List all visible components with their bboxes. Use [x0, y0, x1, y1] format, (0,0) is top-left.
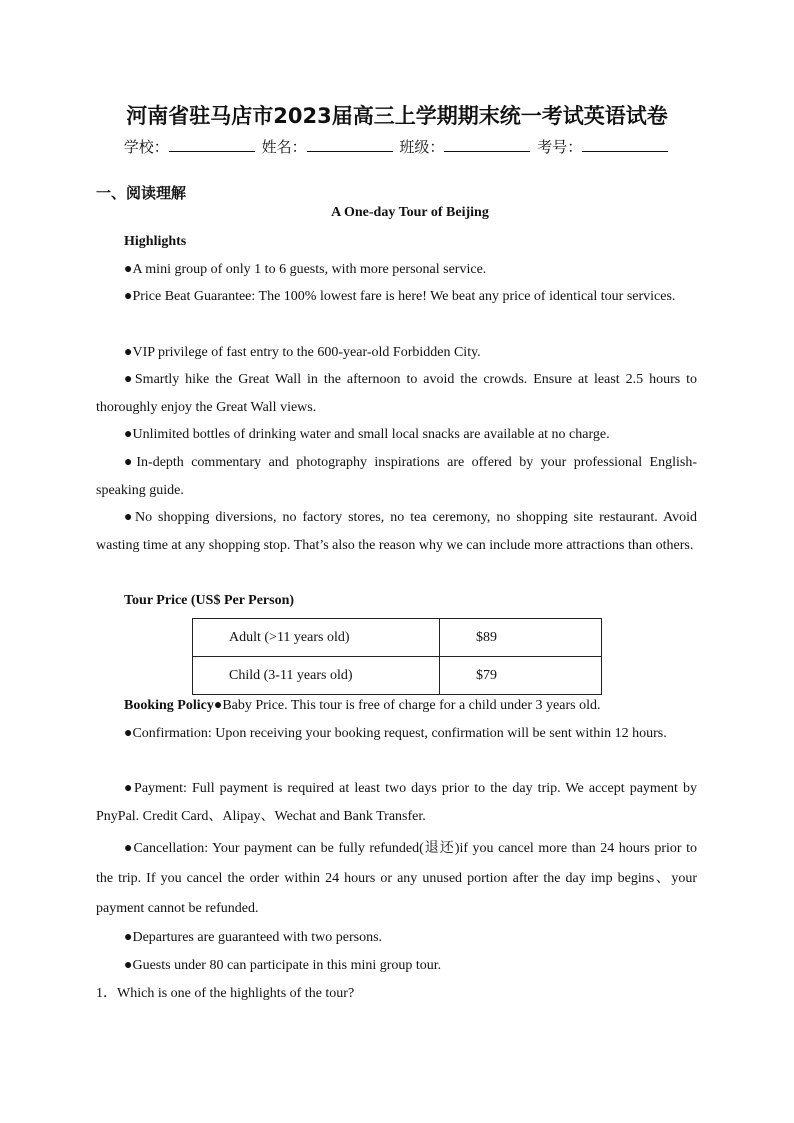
highlight-item: ●A mini group of only 1 to 6 guests, with more personal service.: [124, 262, 487, 277]
booking-item: ●Departures are guaranteed with two persons.: [124, 930, 383, 945]
highlight-item: ●In-depth commentary and photography inspirations are offered by your professional English-speaking guide.: [96, 455, 697, 498]
highlights-heading: Highlights: [124, 234, 187, 249]
number-blank: [582, 137, 668, 152]
class-label: 班级：: [399, 138, 445, 156]
school-label: 学校：: [123, 138, 169, 156]
student-info-line: [0, 136, 794, 157]
name-blank: [307, 137, 393, 152]
exam-title: 河南省驻马店市2023届高三上学期期末统一考试英语试卷: [126, 104, 668, 128]
number-label: 考号：: [537, 138, 583, 156]
highlight-item: ●VIP privilege of fast entry to the 600-year-old Forbidden City.: [124, 345, 481, 360]
question-1: 1．Which is one of the highlights of the tour?: [96, 986, 355, 1001]
booking-heading: Booking Policy: [124, 698, 214, 713]
highlight-item: ●Smartly hike the Great Wall in the afternoon to avoid the crowds. Ensure at least 2.5 hours to thoroughly enjoy the Great Wall views.: [96, 372, 697, 415]
price-table: [192, 618, 602, 695]
school-blank: [169, 137, 255, 152]
name-label: 姓名：: [261, 138, 307, 156]
ticket-price-cell: $89: [440, 619, 602, 657]
price-heading: Tour Price (US$ Per Person): [124, 593, 295, 608]
booking-item: ●Baby Price. This tour is free of charge for a child under 3 years old.: [213, 698, 601, 713]
table-row: [193, 657, 602, 695]
booking-item: ●Payment: Full payment is required at least two days prior to the day trip. We accept payment by PnyPal. Credit Card、Alipay、Wechat and Bank Transfer.: [96, 781, 697, 824]
booking-policy-line: [96, 692, 697, 720]
booking-item: ●Confirmation: Upon receiving your booking request, confirmation will be sent within 12 hours.: [124, 726, 667, 741]
booking-item: ●Cancellation: Your payment can be fully refunded(退还)if you cancel more than 24 hours prior to the trip. If you cancel the order within 24 hours or any unused portion after the day imp begins、your payment cannot be refunded.: [96, 841, 697, 916]
section-heading: 一、阅读理解: [96, 184, 187, 202]
passage-title: A One-day Tour of Beijing: [331, 205, 489, 220]
highlight-item: ●Unlimited bottles of drinking water and small local snacks are available at no charge.: [124, 427, 610, 442]
booking-item: ●Guests under 80 can participate in this mini group tour.: [124, 958, 442, 973]
ticket-type-cell: Adult (>11 years old): [193, 619, 440, 657]
highlight-item: ●No shopping diversions, no factory stores, no tea ceremony, no shopping site restaurant. Avoid wasting time at any shopping stop. That’s also the reason why we can include more attractions than others.: [96, 510, 697, 553]
table-row: [193, 619, 602, 657]
ticket-price-cell: $79: [440, 657, 602, 695]
class-blank: [444, 137, 530, 152]
ticket-type-cell: Child (3-11 years old): [193, 657, 440, 695]
highlight-item: ●Price Beat Guarantee: The 100% lowest fare is here! We beat any price of identical tour services.: [124, 289, 676, 304]
